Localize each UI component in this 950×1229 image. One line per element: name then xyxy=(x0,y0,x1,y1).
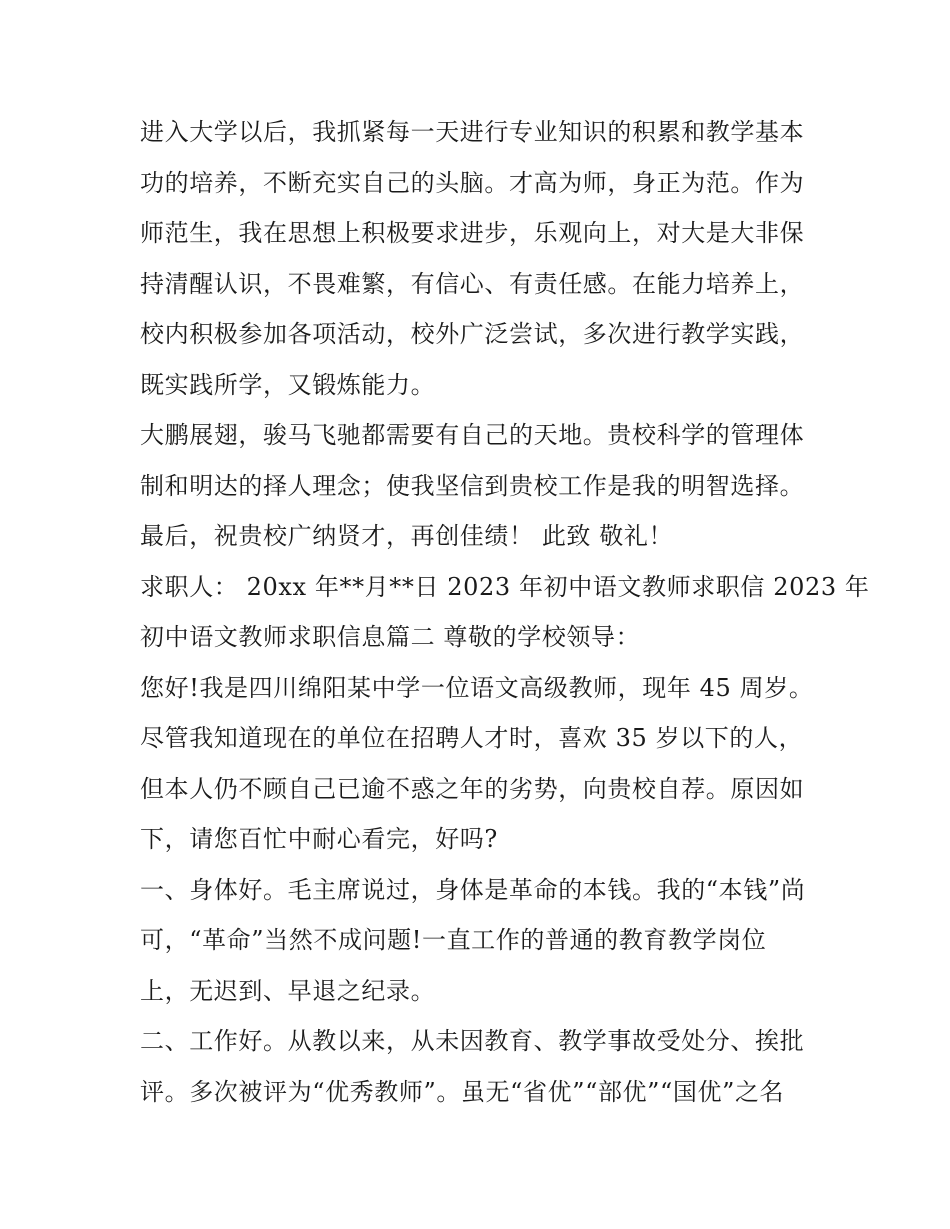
text-line: 评。多次被评为“优秀教师”。虽无“省优”“部优”“国优”之名 xyxy=(140,1077,785,1106)
text-line: 可，“革命”当然不成问题!一直工作的普通的教育教学岗位 xyxy=(140,926,767,954)
text-line: 进入大学以后，我抓紧每一天进行专业知识的积累和教学基本 xyxy=(140,118,805,146)
text-line: 持清醒认识，不畏难繁，有信心、有责任感。在能力培养上， xyxy=(140,269,805,298)
text-line: 制和明达的择人理念；使我坚信到贵校工作是我的明智选择。 xyxy=(140,471,805,500)
text-line: 二、工作好。从教以来，从未因教育、教学事故受处分、挨批 xyxy=(140,1027,805,1055)
text-line: 您好!我是四川绵阳某中学一位语文高级教师，现年 45 周岁。 xyxy=(140,673,814,702)
text-line: 尽管我知道现在的单位在招聘人才时，喜欢 35 岁以下的人， xyxy=(140,724,804,752)
text-line: 下，请您百忙中耐心看完，好吗? xyxy=(140,825,498,853)
text-line: 初中语文教师求职信息篇二 尊敬的学校领导： xyxy=(140,623,641,651)
text-line: 但本人仍不顾自己已逾不惑之年的劣势，向贵校自荐。原因如 xyxy=(140,774,805,803)
text-line: 一、身体好。毛主席说过，身体是革命的本钱。我的“本钱”尚 xyxy=(140,875,806,904)
text-line: 大鹏展翅，骏马飞驰都需要有自己的天地。贵校科学的管理体 xyxy=(140,421,805,449)
text-line: 校内积极参加各项活动，校外广泛尝试，多次进行教学实践， xyxy=(140,320,805,348)
text-line: 功的培养，不断充实自己的头脑。才高为师，身正为范。作为 xyxy=(140,168,805,197)
text-line: 最后，祝贵校广纳贤才，再创佳绩！ 此致 敬礼！ xyxy=(140,522,674,550)
text-line: 上，无迟到、早退之纪录。 xyxy=(140,976,436,1005)
text-line: 求职人： 20xx 年**月**日 2023 年初中语文教师求职信 2023 年 xyxy=(140,572,870,601)
body-text xyxy=(140,107,870,1117)
text-line: 既实践所学，又锻炼能力。 xyxy=(140,370,436,399)
text-line: 师范生，我在思想上积极要求进步，乐观向上，对大是大非保 xyxy=(140,219,805,247)
